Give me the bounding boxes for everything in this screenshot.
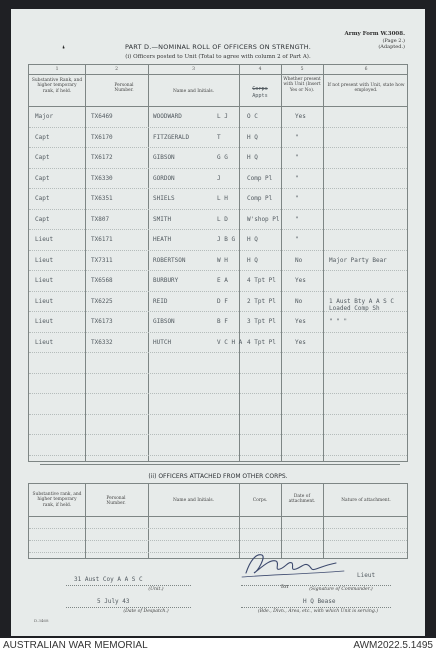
column-number-3: 3 (192, 67, 195, 72)
cell-personal-number: TX6172 (91, 154, 113, 161)
section2-title: (ii) OFFICERS ATTACHED FROM OTHER CORPS. (148, 473, 288, 480)
officers-attached-table (28, 483, 408, 559)
cell-rank: Lieut (35, 297, 54, 305)
signature-for: for (281, 584, 289, 590)
cell-surname: ROBERTSON (153, 256, 186, 264)
row-rule (29, 188, 407, 189)
row-rule (29, 414, 407, 415)
cell-corps: H Q (247, 236, 258, 243)
cell-rank: Lieut (35, 338, 54, 346)
cell-rank: Capt (35, 154, 50, 161)
row-rule (29, 127, 407, 128)
part-title: PART D.—NOMINAL ROLL OF OFFICERS ON STRENGTH. (124, 43, 312, 51)
row-rule (29, 540, 407, 541)
row-rule (29, 250, 407, 251)
cell-rank: Capt (35, 174, 50, 182)
cell-initials: L H (217, 195, 228, 202)
cell-present: Yes (295, 338, 306, 346)
cell-personal-number: TX6225 (91, 297, 113, 305)
column-divider (148, 65, 149, 461)
cell-present: " (295, 195, 299, 202)
column-number-4: 4 (258, 67, 262, 72)
column-divider (85, 65, 86, 461)
cell-corps: 2 Tpt Pl (247, 297, 276, 305)
cell-present: " (295, 133, 299, 141)
cell-initials: B F (217, 318, 228, 325)
formation-line (241, 607, 391, 608)
cell-corps: 4 Tpt Pl (247, 338, 276, 346)
row-rule (29, 147, 407, 148)
cell-initials: T (217, 133, 221, 141)
cell-initials: G G (217, 154, 228, 161)
date-line (66, 607, 191, 608)
signature-line (241, 585, 391, 586)
cell-present: Yes (295, 113, 306, 120)
row-rule (29, 270, 407, 271)
cell-surname: REID (153, 297, 168, 305)
form-number: Army Form W.3008. (344, 31, 405, 37)
cell-initials: J B G (217, 236, 236, 243)
cell-personal-number: TX6330 (91, 174, 113, 182)
cell-corps: O C (247, 113, 258, 120)
cell-present: " (295, 215, 299, 223)
form-page-number: (Page 2.) (382, 37, 405, 44)
header-name: Name and Initials. (172, 89, 215, 94)
cell-present: Yes (295, 277, 306, 284)
header-present: Whether present with Unit (Insert Yes or No). (283, 77, 321, 93)
column-number-divider (29, 74, 407, 75)
cell-corps: H Q (247, 133, 258, 141)
cell-corps: H Q (247, 256, 258, 264)
column-number-5: 5 (300, 67, 304, 72)
cell-initials: L D (217, 215, 228, 223)
row-rule (29, 209, 407, 210)
cell-employment: " " " (329, 318, 348, 325)
cell-rank: Lieut (35, 277, 54, 284)
cell-surname: HUTCH (153, 338, 172, 346)
row-rule (29, 332, 407, 333)
print-code: D.3468 (34, 618, 49, 623)
row-rule (29, 455, 407, 456)
cell-initials: E A (217, 277, 228, 284)
cell-surname: FITZGERALD (153, 133, 190, 141)
cell-present: " (295, 236, 299, 243)
header-corps-typed: Appts (252, 93, 268, 99)
cell-personal-number: TX6469 (91, 113, 113, 120)
cell-present: No (295, 297, 303, 305)
cell-initials: L J (217, 113, 228, 120)
header-divider (29, 106, 407, 107)
column-divider (85, 484, 86, 558)
cell-initials: D F (217, 297, 228, 305)
cell-corps: H Q (247, 154, 258, 161)
cell-present: " (295, 174, 299, 182)
section-divider (40, 464, 400, 465)
unit-line (66, 585, 191, 586)
header-employment: If not present with Unit, state how employed. (327, 83, 405, 94)
row-rule (29, 291, 407, 292)
cell-initials: J (217, 174, 221, 182)
header-rank: Substantive Rank, and higher temporary rank, if held. (31, 78, 83, 94)
header-divider (29, 516, 407, 517)
row-rule (29, 528, 407, 529)
signature-rank: Lieut (357, 572, 376, 579)
form-page (11, 9, 425, 636)
formation-value: H Q Bease (303, 598, 336, 605)
header-personal-number: Personal Number. (114, 83, 134, 94)
column-number-2: 2 (115, 67, 118, 72)
s2-header-name: Name and Initials. (172, 498, 215, 503)
cell-surname: BURBURY (153, 277, 179, 284)
cell-present: Yes (295, 318, 306, 325)
signature-label: (Signature of Commander.) (309, 587, 373, 592)
cell-present: " (295, 154, 299, 161)
formation-label: (Bde., Divn., Area, etc., with which Unit is serving.) (257, 609, 379, 614)
s2-header-nature: Nature of attachment. (341, 498, 391, 503)
part-subtitle: (i) Officers posted to Unit (Total to agree with column 2 of Part A). (125, 54, 311, 60)
handwritten-mark: ❛ (62, 45, 65, 55)
column-number-1: 1 (55, 67, 59, 72)
form-adapted-note: (Adapted.) (378, 44, 405, 50)
cell-rank: Capt (35, 215, 50, 223)
row-rule (29, 352, 407, 353)
cell-personal-number: TX6170 (91, 133, 113, 141)
column-number-6: 6 (364, 67, 368, 72)
row-rule (29, 229, 407, 230)
column-divider (148, 484, 149, 558)
cell-present: No (295, 256, 303, 264)
cell-surname: GIBSON (153, 318, 175, 325)
cell-personal-number: TX807 (91, 215, 110, 223)
cell-corps: Comp Pl (247, 195, 273, 202)
cell-surname: WOODWARD (153, 113, 182, 120)
s2-header-rank: Substantive rank, and higher temporary rank, if held. (32, 492, 82, 508)
column-divider (323, 65, 324, 461)
despatch-date-value: 5 July 43 (97, 598, 130, 605)
footer-accession-number: AWM2022.5.1495 (353, 640, 433, 651)
column-divider (239, 65, 240, 461)
column-divider (281, 65, 282, 461)
s2-header-date: Date of attachment. (288, 494, 316, 505)
cell-rank: Lieut (35, 236, 54, 243)
cell-rank: Major (35, 113, 54, 120)
cell-employment: 1 Aust Bty A A S C Loaded Comp Sh (329, 297, 395, 312)
unit-label: (Unit.) (148, 587, 164, 592)
cell-personal-number: TX6332 (91, 338, 113, 346)
cell-rank: Lieut (35, 256, 54, 264)
column-divider (239, 484, 240, 558)
cell-employment: Major Party Bear (329, 256, 387, 264)
s2-header-corps: Corps. (252, 498, 268, 503)
cell-personal-number: TX6351 (91, 195, 113, 202)
cell-personal-number: TX6568 (91, 277, 113, 284)
cell-personal-number: TX6171 (91, 236, 113, 243)
officers-posted-table (28, 64, 408, 462)
cell-surname: GORDON (153, 174, 175, 182)
cell-rank: Capt (35, 195, 50, 202)
cell-surname: SMITH (153, 215, 172, 223)
cell-surname: HEATH (153, 236, 172, 243)
cell-personal-number: TX6173 (91, 318, 113, 325)
row-rule (29, 373, 407, 374)
cell-surname: GIBSON (153, 154, 175, 161)
cell-initials: W H (217, 256, 228, 264)
s2-header-personal-number: Personal Number. (106, 496, 126, 507)
row-rule (29, 168, 407, 169)
cell-initials: V C H A (217, 338, 243, 346)
row-rule (29, 393, 407, 394)
despatch-date-label: (Date of Despatch.) (123, 609, 169, 614)
cell-rank: Lieut (35, 318, 54, 325)
column-divider (281, 484, 282, 558)
row-rule (29, 434, 407, 435)
cell-corps: 4 Tpt Pl (247, 277, 276, 284)
column-divider (323, 484, 324, 558)
unit-value: 31 Aust Coy A A S C (74, 576, 143, 583)
cell-corps: W'shop Pl (247, 215, 280, 223)
cell-rank: Capt (35, 133, 50, 141)
footer-institution: AUSTRALIAN WAR MEMORIAL (3, 640, 148, 651)
cell-personal-number: TX7311 (91, 256, 113, 264)
cell-corps: 3 Tpt Pl (247, 318, 276, 325)
cell-corps: Comp Pl (247, 174, 273, 182)
header-corps-printed: Corps (252, 86, 268, 92)
cell-surname: SHIELS (153, 195, 175, 202)
footer (0, 638, 436, 653)
commander-signature (236, 549, 356, 579)
